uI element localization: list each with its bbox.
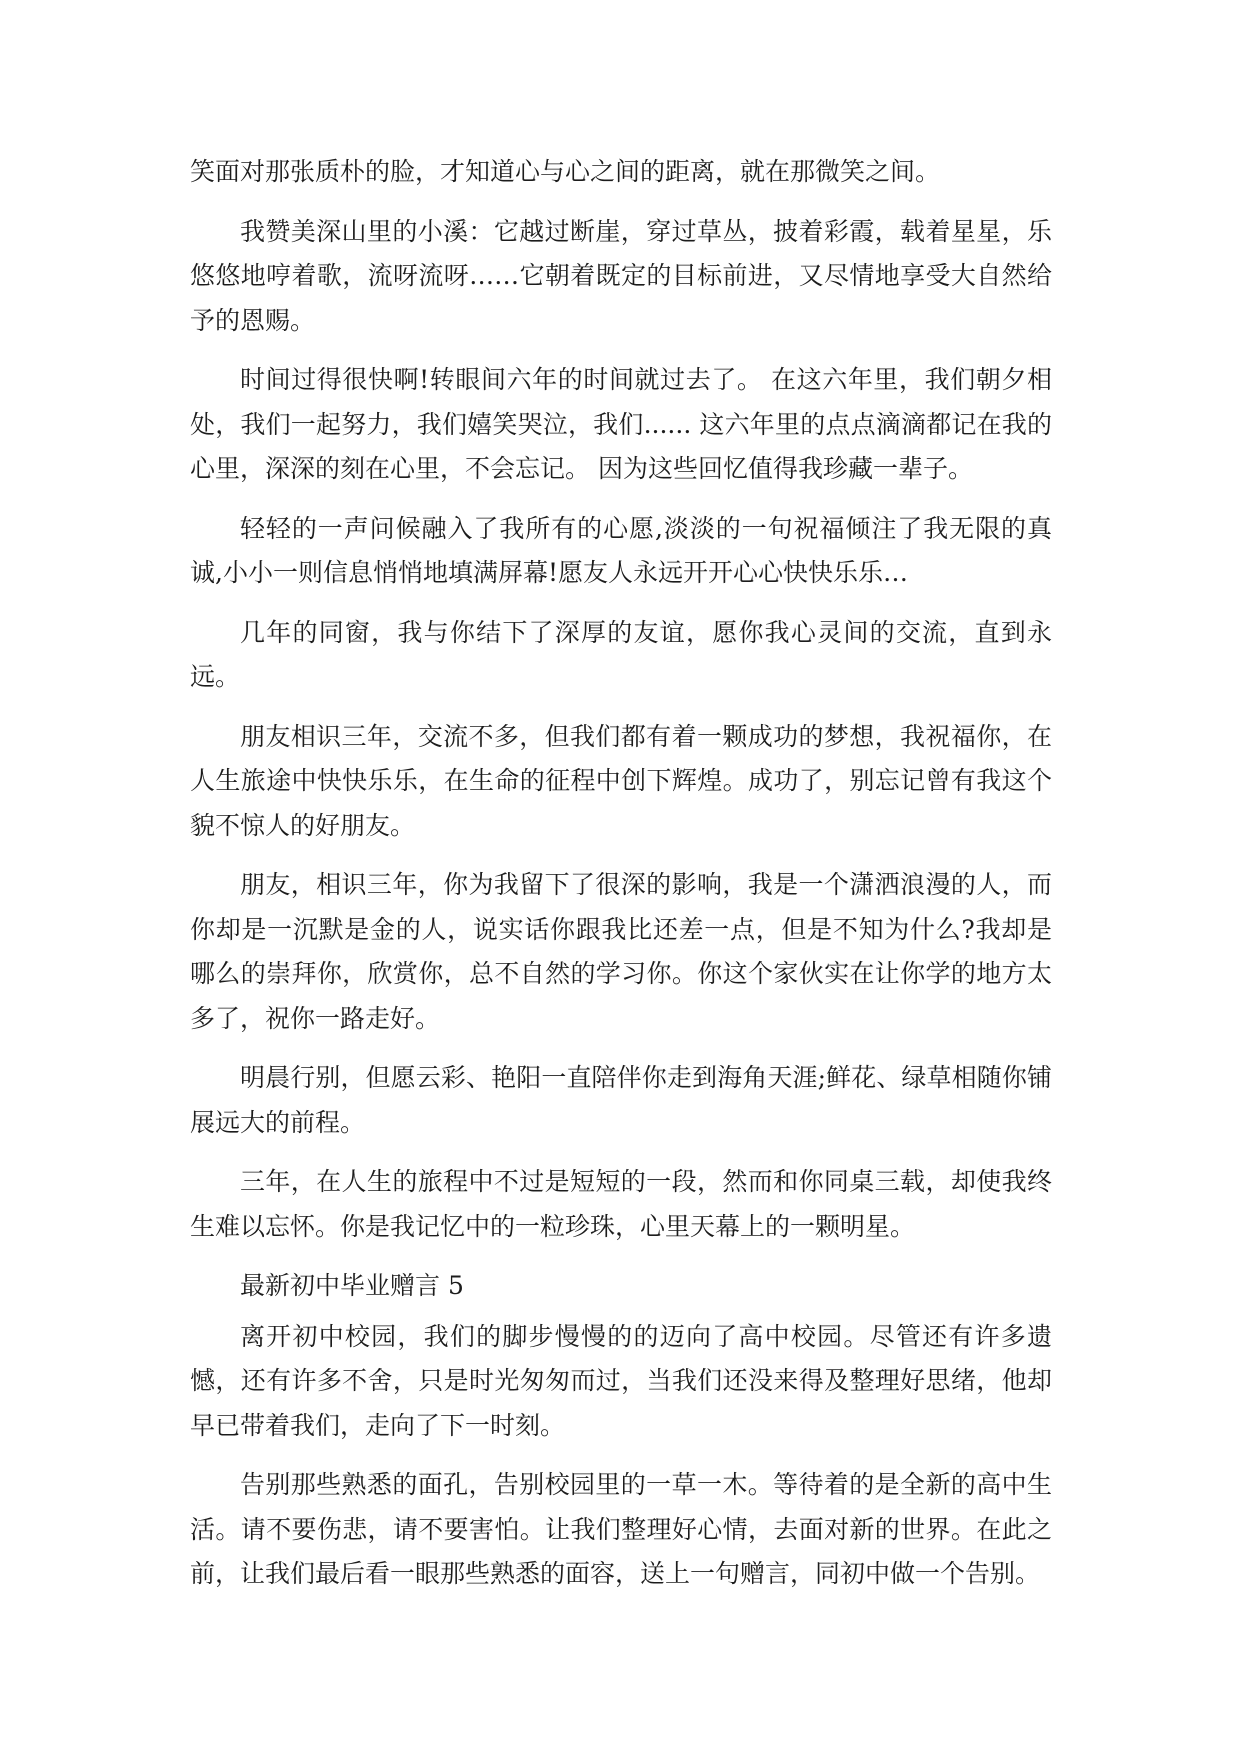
- paragraph: 轻轻的一声问候融入了我所有的心愿,淡淡的一句祝福倾注了我无限的真诚,小小一则信息悄悄地填满屏幕!愿友人永远开开心心快快乐乐…: [190, 513, 1052, 587]
- paragraph: 三年，在人生的旅程中不过是短短的一段，然而和你同桌三载，却使我终生难以忘怀。你是我记忆中的一粒珍珠，心里天幕上的一颗明星。: [190, 1167, 1052, 1241]
- document-body: [190, 150, 1052, 1612]
- paragraph: 离开初中校园，我们的脚步慢慢的的迈向了高中校园。尽管还有许多遗憾，还有许多不舍，只是时光匆匆而过，当我们还没来得及整理好思绪，他却早已带着我们，走向了下一时刻。: [190, 1321, 1052, 1440]
- paragraph: 朋友相识三年，交流不多，但我们都有着一颗成功的梦想，我祝福你，在人生旅途中快快乐乐，在生命的征程中创下辉煌。成功了，别忘记曾有我这个貌不惊人的好朋友。: [190, 721, 1052, 840]
- paragraph-continued: 笑面对那张质朴的脸，才知道心与心之间的距离，就在那微笑之间。: [190, 157, 941, 186]
- paragraph: 朋友，相识三年，你为我留下了很深的影响，我是一个潇洒浪漫的人，而你却是一沉默是金的人，说实话你跟我比还差一点，但是不知为什么?我却是哪么的崇拜你，欣赏你，总不自然的学习你。你这个家伙实在让你学的地方太多了，祝你一路走好。: [190, 870, 1052, 1033]
- paragraph: 几年的同窗，我与你结下了深厚的友谊，愿你我心灵间的交流，直到永远。: [190, 617, 1052, 691]
- paragraph: 明晨行别，但愿云彩、艳阳一直陪伴你走到海角天涯;鲜花、绿草相随你铺展远大的前程。: [190, 1063, 1052, 1137]
- paragraph: 告别那些熟悉的面孔，告别校园里的一草一木。等待着的是全新的高中生活。请不要伤悲，请不要害怕。让我们整理好心情，去面对新的世界。在此之前，让我们最后看一眼那些熟悉的面容，送上一句赠言，同初中做一个告别。: [190, 1470, 1052, 1588]
- paragraph: 我赞美深山里的小溪：它越过断崖，穿过草丛，披着彩霞，载着星星，乐悠悠地哼着歌，流呀流呀……它朝着既定的目标前进，又尽情地享受大自然给予的恩赐。: [190, 216, 1052, 335]
- section-heading: 最新初中毕业赠言 5: [240, 1271, 464, 1300]
- paragraph: 时间过得很快啊!转眼间六年的时间就过去了。 在这六年里，我们朝夕相处，我们一起努力，我们嬉笑哭泣，我们...... 这六年里的点点滴滴都记在我的心里，深深的刻在心里，不会忘记。 因为这些回忆值得我珍藏一辈子。: [190, 365, 1052, 483]
